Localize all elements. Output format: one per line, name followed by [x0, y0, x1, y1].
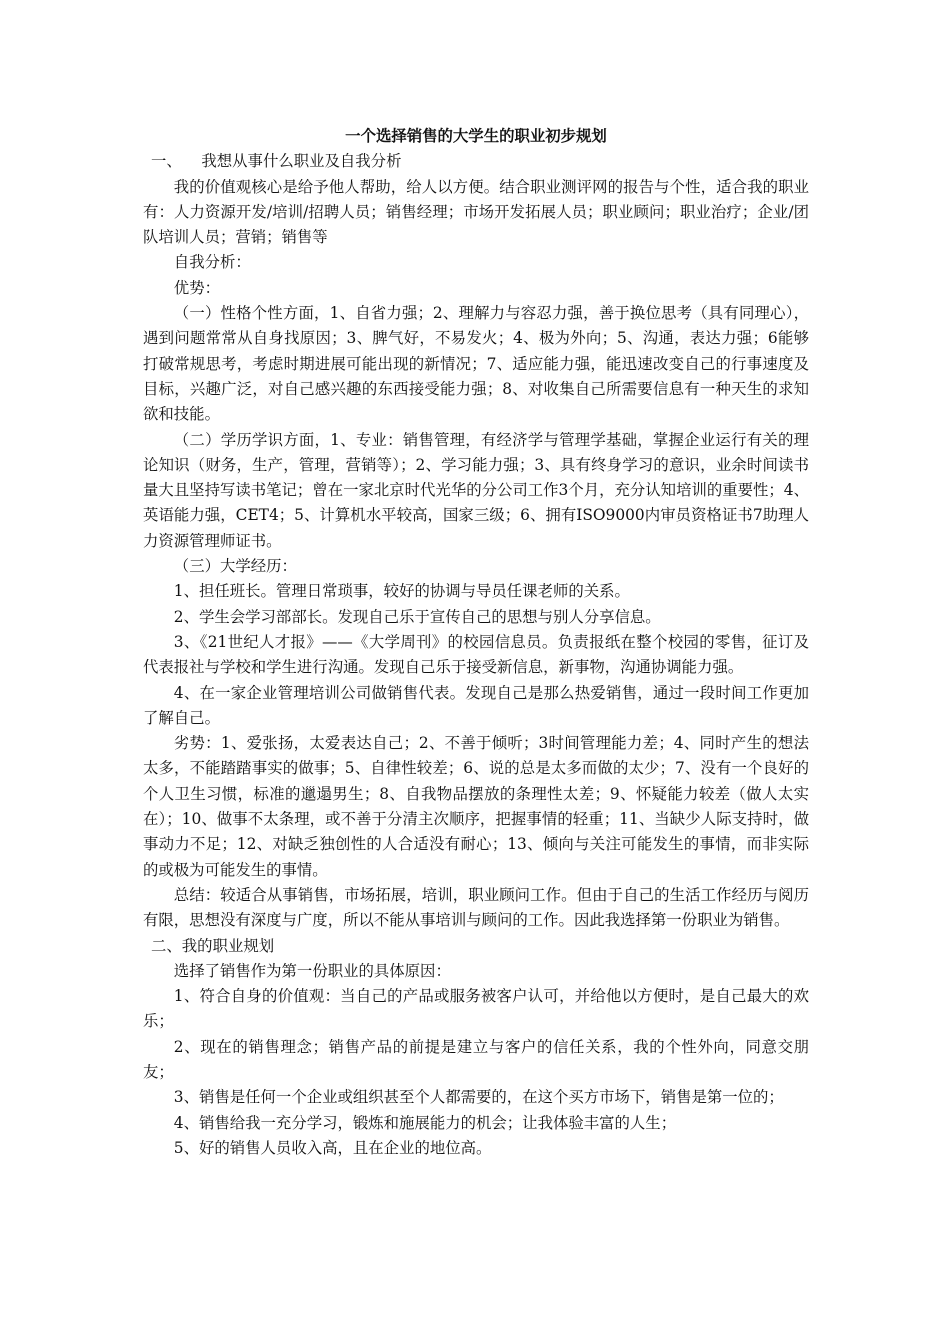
reason-item: 2、现在的销售理念；销售产品的前提是建立与客户的信任关系，我的个性外向，同意交朋友； [143, 1037, 809, 1081]
section2-heading: 二、我的职业规划 [151, 936, 275, 955]
strength-personality-paragraph: （一）性格个性方面，1、自省力强；2、理解力与容忍力强，善于换位思考（具有同理心），遇到问题常常从自身找原因；3、脾气好，不易发火；4、极为外向；5、沟通，表达力强；6能够打破常规思考，考虑时期进展可能出现的新情况；7、适应能力强，能迅速改变自己的行事速度及目标，兴趣广泛，对自己感兴趣的东西接受能力强；8、对收集自己所需要信息有一种天生的求知欲和技能。 [143, 304, 809, 424]
strength-experience-label: （三）大学经历： [173, 557, 297, 576]
experience-item: 1、担任班长。管理日常琐事，较好的协调与导员任课老师的关系。 [173, 582, 630, 601]
section1-heading [143, 149, 809, 174]
reason-item: 1、符合自身的价值观：当自己的产品或服务被客户认可，并给他以方便时，是自己最大的欢乐； [143, 987, 809, 1031]
strength-education-paragraph: （二）学历学识方面，1、专业：销售管理，有经济学与管理学基础，掌握企业运行有关的理论知识（财务，生产，管理，营销等）；2、学习能力强；3、具有终身学习的意识，业余时间读书量大且坚持写读书笔记；曾在一家北京时代光华的分公司工作3个月，充分认知培训的重要性；4、英语能力强，CET4；5、计算机水平较高，国家三级；6、拥有ISO9000内审员资格证书7助理人力资源管理师证书。 [143, 430, 809, 550]
experience-item: 3、《21世纪人才报》——《大学周刊》的校园信息员。负责报纸在整个校园的零售，征订及代表报社与学校和学生进行沟通。发现自己乐于接受新信息，新事物，沟通协调能力强。 [143, 632, 809, 677]
strengths-label: 优势： [173, 278, 220, 297]
section1-heading-number: 一、 [151, 152, 182, 171]
section1-heading-text: 我想从事什么职业及自我分析 [201, 152, 402, 171]
reasons-intro: 选择了销售作为第一份职业的具体原因： [173, 961, 451, 980]
reason-item: 3、销售是任何一个企业或组织甚至个人都需要的，在这个买方市场下，销售是第一位的； [173, 1088, 784, 1107]
experience-item: 4、在一家企业管理培训公司做销售代表。发现自己是那么热爱销售，通过一段时间工作更加了解自己。 [143, 683, 809, 727]
values-paragraph: 我的价值观核心是给予他人帮助，给人以方便。结合职业测评网的报告与个性，适合我的职业有：人力资源开发/培训/招聘人员；销售经理；市场开发拓展人员；职业顾问；职业治疗；企业/团队培训人员；营销；销售等 [143, 177, 809, 247]
summary-paragraph: 总结：较适合从事销售，市场拓展，培训，职业顾问工作。但由于自己的生活工作经历与阅历有限，思想没有深度与广度，所以不能从事培训与顾问的工作。因此我选择第一份职业为销售。 [143, 885, 809, 930]
self-analysis-label: 自我分析： [173, 253, 251, 272]
reason-item: 5、好的销售人员收入高，且在企业的地位高。 [173, 1138, 492, 1157]
reason-item: 4、销售给我一充分学习，锻炼和施展能力的机会；让我体验丰富的人生； [173, 1113, 677, 1132]
weaknesses-paragraph: 劣势：1、爱张扬，太爱表达自己；2、不善于倾听；3时间管理能力差；4、同时产生的想法太多，不能踏踏事实的做事；5、自律性较差；6、说的总是太多而做的太少；7、没有一个良好的个人卫生习惯，标准的邋遢男生；8、自我物品摆放的条理性太差；9、怀疑能力较差（做人太实在）；10、做事不太条理，或不善于分清主次顺序，把握事情的轻重；11、当缺少人际支持时，做事动力不足；12、对缺乏独创性的人合适没有耐心；13、倾向与关注可能发生的事情，而非实际的或极为可能发生的事情。 [143, 734, 809, 879]
document-page [143, 124, 809, 1161]
experience-item: 2、学生会学习部部长。发现自己乐于宣传自己的思想与别人分享信息。 [173, 607, 661, 626]
document-title: 一个选择销售的大学生的职业初步规划 [345, 127, 607, 145]
